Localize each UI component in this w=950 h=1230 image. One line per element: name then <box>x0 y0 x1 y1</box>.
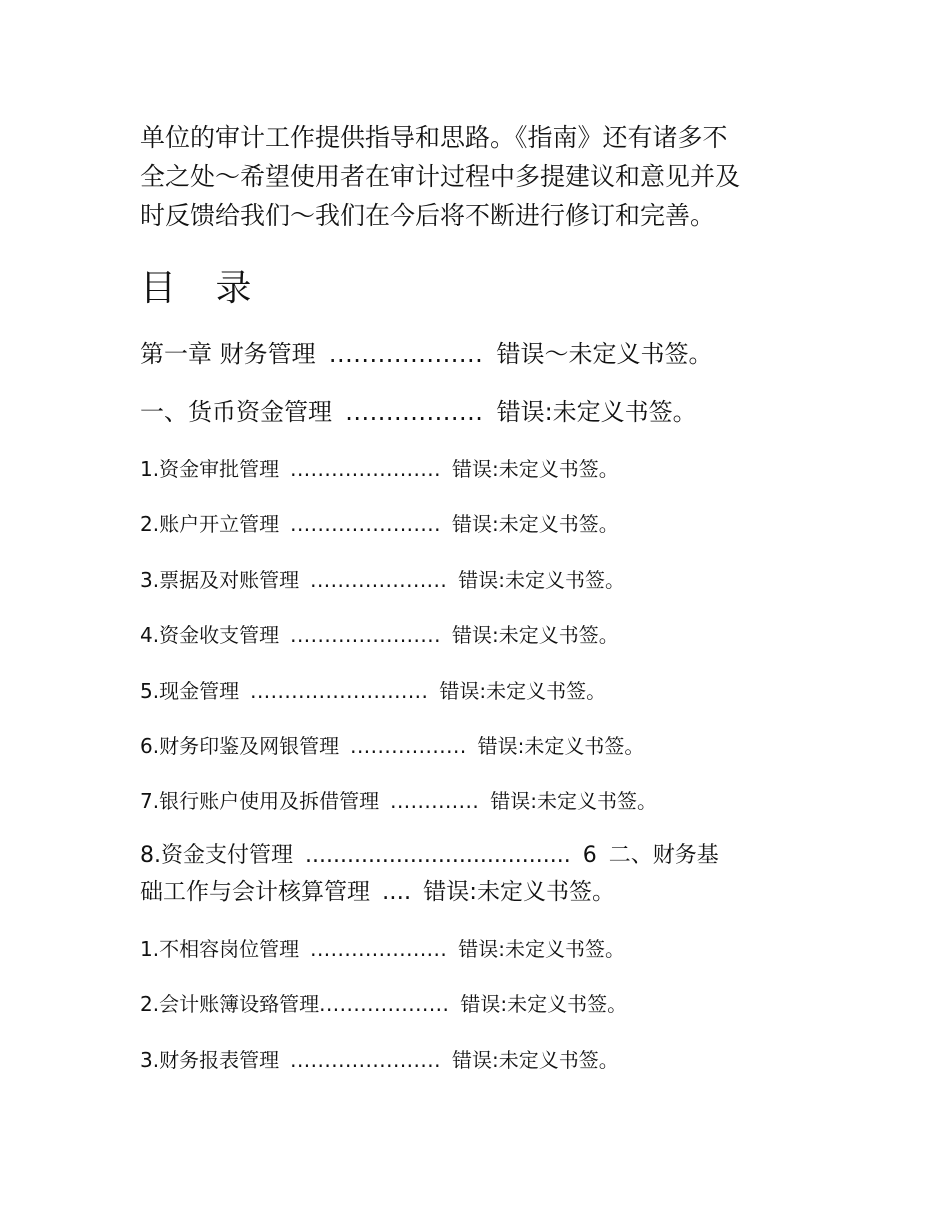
toc-title: 目 录 <box>140 268 266 309</box>
intro-line: 全之处～希望使用者在审计过程中多提建议和意见并及 <box>140 162 741 191</box>
toc-entry-ref: 错误:未定义书签。 <box>451 1048 619 1072</box>
toc-entry[interactable] <box>140 934 625 964</box>
toc-leader-dots: ................. <box>345 398 484 426</box>
toc-entry-ref: 错误:未定义书签。 <box>451 623 619 647</box>
toc-entry-label-continued: 础工作与会计核算管理 <box>140 879 370 905</box>
toc-leader-dots: ...................................... <box>305 843 571 868</box>
intro-line: 单位的审计工作提供指导和思路。《指南》还有诸多不 <box>140 123 728 152</box>
toc-entry-label: 2.会计账簿设臵管理 <box>140 992 320 1016</box>
toc-entry-label: 第一章 财务管理 <box>140 340 316 368</box>
toc-wrapped-line-1 <box>140 838 719 874</box>
toc-leader-dots: ................... <box>328 340 484 368</box>
intro-paragraph <box>140 118 820 235</box>
toc-entry[interactable] <box>140 989 627 1019</box>
toc-entry-ref: 错误:未定义书签。 <box>423 879 615 905</box>
toc-entry-ref: 错误:未定义书签。 <box>477 734 645 758</box>
toc-entry[interactable] <box>140 786 657 816</box>
toc-leader-dots: .......................... <box>250 679 429 703</box>
toc-entry[interactable] <box>140 509 619 539</box>
toc-entry[interactable] <box>140 731 644 761</box>
toc-entry-ref: 错误:未定义书签。 <box>458 937 625 961</box>
toc-leader-dots: ................... <box>319 992 450 1016</box>
toc-entry-label: 6.财务印鉴及网银管理 <box>140 734 340 758</box>
toc-entry-ref: 错误:未定义书签。 <box>490 789 657 813</box>
intro-line: 时反馈给我们～我们在今后将不断进行修订和完善。 <box>140 201 716 230</box>
toc-entry-chapter-1[interactable] <box>140 336 712 372</box>
toc-entry-label: 3.票据及对账管理 <box>140 568 300 592</box>
toc-entry-ref: 错误～未定义书签。 <box>496 340 713 368</box>
toc-entry-label: 4.资金收支管理 <box>140 623 280 647</box>
toc-entry-section-1[interactable] <box>140 394 697 430</box>
toc-entry[interactable] <box>140 620 619 650</box>
toc-leader-dots: ................. <box>350 734 467 758</box>
toc-wrapped-line-2 <box>140 874 719 910</box>
toc-leader-dots: ...................... <box>290 623 441 647</box>
toc-entry-ref: 错误:未定义书签。 <box>439 679 607 703</box>
toc-entry-label: 8.资金支付管理 <box>140 843 293 868</box>
toc-page-number: 6 <box>582 843 597 868</box>
toc-entry-tail: 二、财务基 <box>608 843 719 868</box>
toc-leader-dots: ............. <box>390 789 480 813</box>
toc-entry-ref: 错误:未定义书签。 <box>451 457 619 481</box>
toc-leader-dots: .................... <box>310 937 448 961</box>
toc-entry-ref: 错误:未定义书签。 <box>458 568 625 592</box>
toc-leader-dots: .... <box>382 879 412 905</box>
toc-entry[interactable] <box>140 1045 619 1075</box>
toc-entry-label: 3.财务报表管理 <box>140 1048 280 1072</box>
toc-entry-ref: 错误:未定义书签。 <box>496 398 697 426</box>
toc-entry[interactable] <box>140 676 606 706</box>
toc-entry-label: 7.银行账户使用及拆借管理 <box>140 789 380 813</box>
toc-entry-ref: 错误:未定义书签。 <box>451 512 619 536</box>
toc-leader-dots: ...................... <box>290 512 441 536</box>
toc-entry-label: 5.现金管理 <box>140 679 240 703</box>
toc-leader-dots: .................... <box>310 568 448 592</box>
toc-entry-label: 一、货币资金管理 <box>140 398 332 426</box>
toc-leader-dots: ...................... <box>290 457 441 481</box>
toc-entry[interactable] <box>140 565 625 595</box>
toc-entry[interactable] <box>140 454 619 484</box>
toc-entry-label: 1.资金审批管理 <box>140 457 280 481</box>
toc-entry-label: 1.不相容岗位管理 <box>140 937 300 961</box>
toc-entry-label: 2.账户开立管理 <box>140 512 280 536</box>
toc-entry-ref: 错误:未定义书签。 <box>460 992 628 1016</box>
toc-leader-dots: ...................... <box>290 1048 441 1072</box>
toc-entry-wrapped[interactable] <box>140 838 719 910</box>
